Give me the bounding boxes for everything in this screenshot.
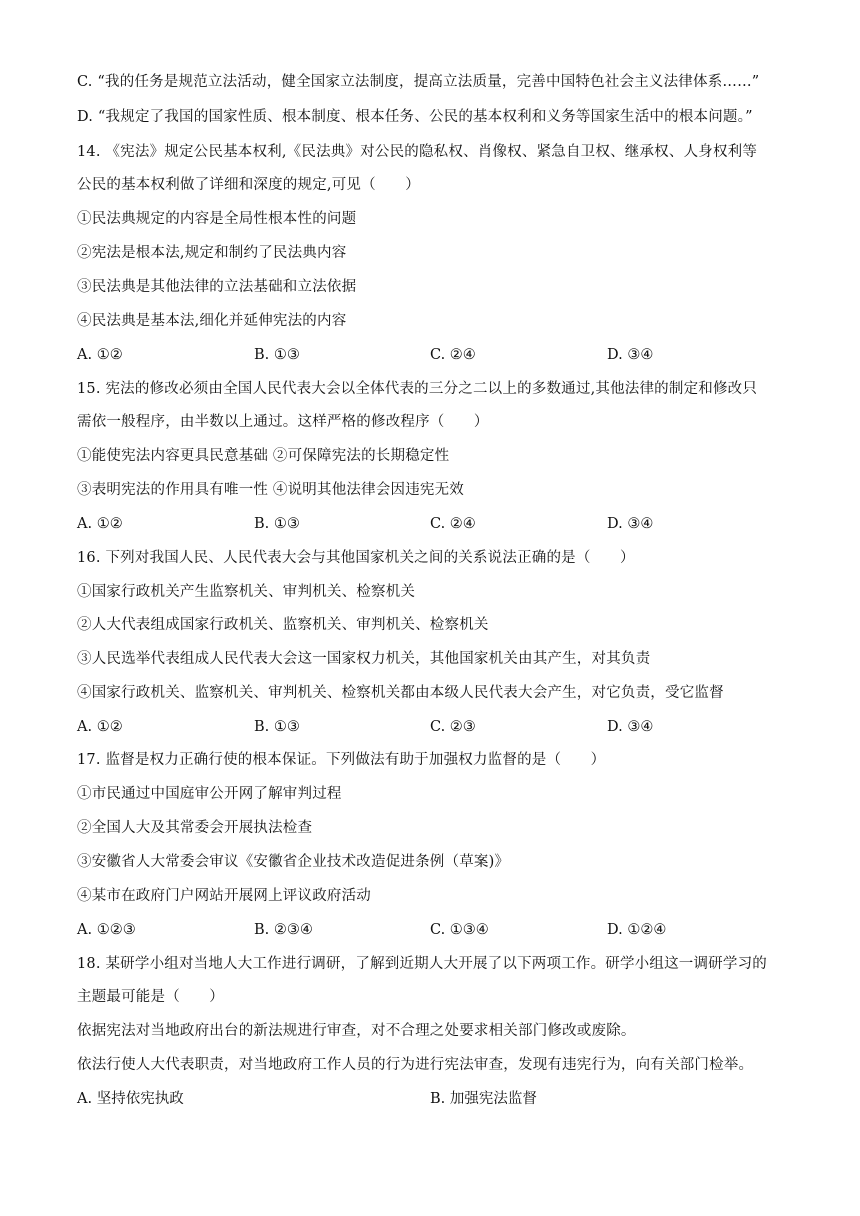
q18-stem-line-2: 主题最可能是（ ）: [77, 989, 224, 1005]
q17-option-b[interactable]: B. ②③④: [254, 922, 313, 938]
q18-options: [77, 1089, 797, 1109]
q18-option-b[interactable]: B. 加强宪法监督: [430, 1091, 537, 1107]
q14-statement-3: ③民法典是其他法律的立法基础和立法依据: [77, 279, 357, 295]
q18-item-1: 依据宪法对当地政府出台的新法规进行审查，对不合理之处要求相关部门修改或废除。: [77, 1023, 636, 1039]
q16-options: [77, 717, 797, 737]
q16-option-c[interactable]: C. ②③: [430, 719, 476, 735]
q14-option-a[interactable]: A. ①②: [77, 347, 123, 363]
q16-statement-1: ①国家行政机关产生监察机关、审判机关、检察机关: [77, 584, 416, 600]
q14-statement-1: ①民法典规定的内容是全局性根本性的问题: [77, 211, 357, 227]
q16-statement-4: ④国家行政机关、监察机关、审判机关、检察机关都由本级人民代表大会产生，对它负责，受它监督: [77, 685, 724, 701]
q14-stem-line-2: 公民的基本权利做了详细和深度的规定,可见（ ）: [77, 177, 420, 193]
q15-stem-line-2: 需依一般程序，由半数以上通过。这样严格的修改程序（ ）: [77, 414, 489, 430]
q15-option-c[interactable]: C. ②④: [430, 516, 476, 532]
q16-option-b[interactable]: B. ①③: [254, 719, 300, 735]
q17-stem: 17. 监督是权力正确行使的根本保证。下列做法有助于加强权力监督的是（ ）: [77, 752, 606, 768]
q14-stem-line-1: 14. 《宪法》规定公民基本权利,《民法典》对公民的隐私权、肖像权、紧急自卫权、继承权、人身权利等: [77, 144, 758, 160]
q16-stem: 16. 下列对我国人民、人民代表大会与其他国家机关之间的关系说法正确的是（ ）: [77, 550, 635, 566]
q15-option-b[interactable]: B. ①③: [254, 516, 300, 532]
q16-statement-2: ②人大代表组成国家行政机关、监察机关、审判机关、检察机关: [77, 617, 489, 633]
q18-stem-line-1: 18. 某研学小组对当地人大工作进行调研，了解到近期人大开展了以下两项工作。研学小组这一调研学习的: [77, 956, 767, 972]
q17-statement-3: ③安徽省人大常委会审议《安徽省企业技术改造促进条例（草案)》: [77, 854, 510, 870]
q13-option-c: C. “我的任务是规范立法活动，健全国家立法制度，提高立法质量，完善中国特色社会主义法律体系……”: [77, 74, 760, 90]
q17-statement-2: ②全国人大及其常委会开展执法检查: [77, 820, 313, 836]
q15-stem-line-1: 15. 宪法的修改必须由全国人民代表大会以全体代表的三分之二以上的多数通过,其他法律的制定和修改只: [77, 381, 758, 397]
q14-statement-4: ④民法典是基本法,细化并延伸宪法的内容: [77, 313, 347, 329]
q16-option-a[interactable]: A. ①②: [77, 719, 123, 735]
q13-option-d: D. “我规定了我国的国家性质、根本制度、根本任务、公民的基本权利和义务等国家生活中的根本问题。”: [77, 109, 753, 125]
q14-option-c[interactable]: C. ②④: [430, 347, 476, 363]
q17-option-a[interactable]: A. ①②③: [77, 922, 136, 938]
q16-statement-3: ③人民选举代表组成人民代表大会这一国家权力机关，其他国家机关由其产生，对其负责: [77, 651, 651, 667]
q17-option-d[interactable]: D. ①②④: [607, 922, 667, 938]
q14-option-d[interactable]: D. ③④: [607, 347, 654, 363]
q17-options: [77, 920, 797, 940]
q15-statement-2: ③表明宪法的作用具有唯一性 ④说明其他法律会因违宪无效: [77, 482, 465, 498]
q14-options: [77, 345, 797, 365]
q15-options: [77, 514, 797, 534]
q15-option-a[interactable]: A. ①②: [77, 516, 123, 532]
q15-statement-1: ①能使宪法内容更具民意基础 ②可保障宪法的长期稳定性: [77, 448, 450, 464]
q14-statement-2: ②宪法是根本法,规定和制约了民法典内容: [77, 245, 347, 261]
q16-option-d[interactable]: D. ③④: [607, 719, 654, 735]
q18-option-a[interactable]: A. 坚持依宪执政: [77, 1091, 184, 1107]
q18-item-2: 依法行使人大代表职责，对当地政府工作人员的行为进行宪法审查，发现有违宪行为，向有关部门检举。: [77, 1057, 754, 1073]
q17-option-c[interactable]: C. ①③④: [430, 922, 489, 938]
q17-statement-1: ①市民通过中国庭审公开网了解审判过程: [77, 786, 342, 802]
q17-statement-4: ④某市在政府门户网站开展网上评议政府活动: [77, 888, 371, 904]
q14-option-b[interactable]: B. ①③: [254, 347, 300, 363]
q15-option-d[interactable]: D. ③④: [607, 516, 654, 532]
